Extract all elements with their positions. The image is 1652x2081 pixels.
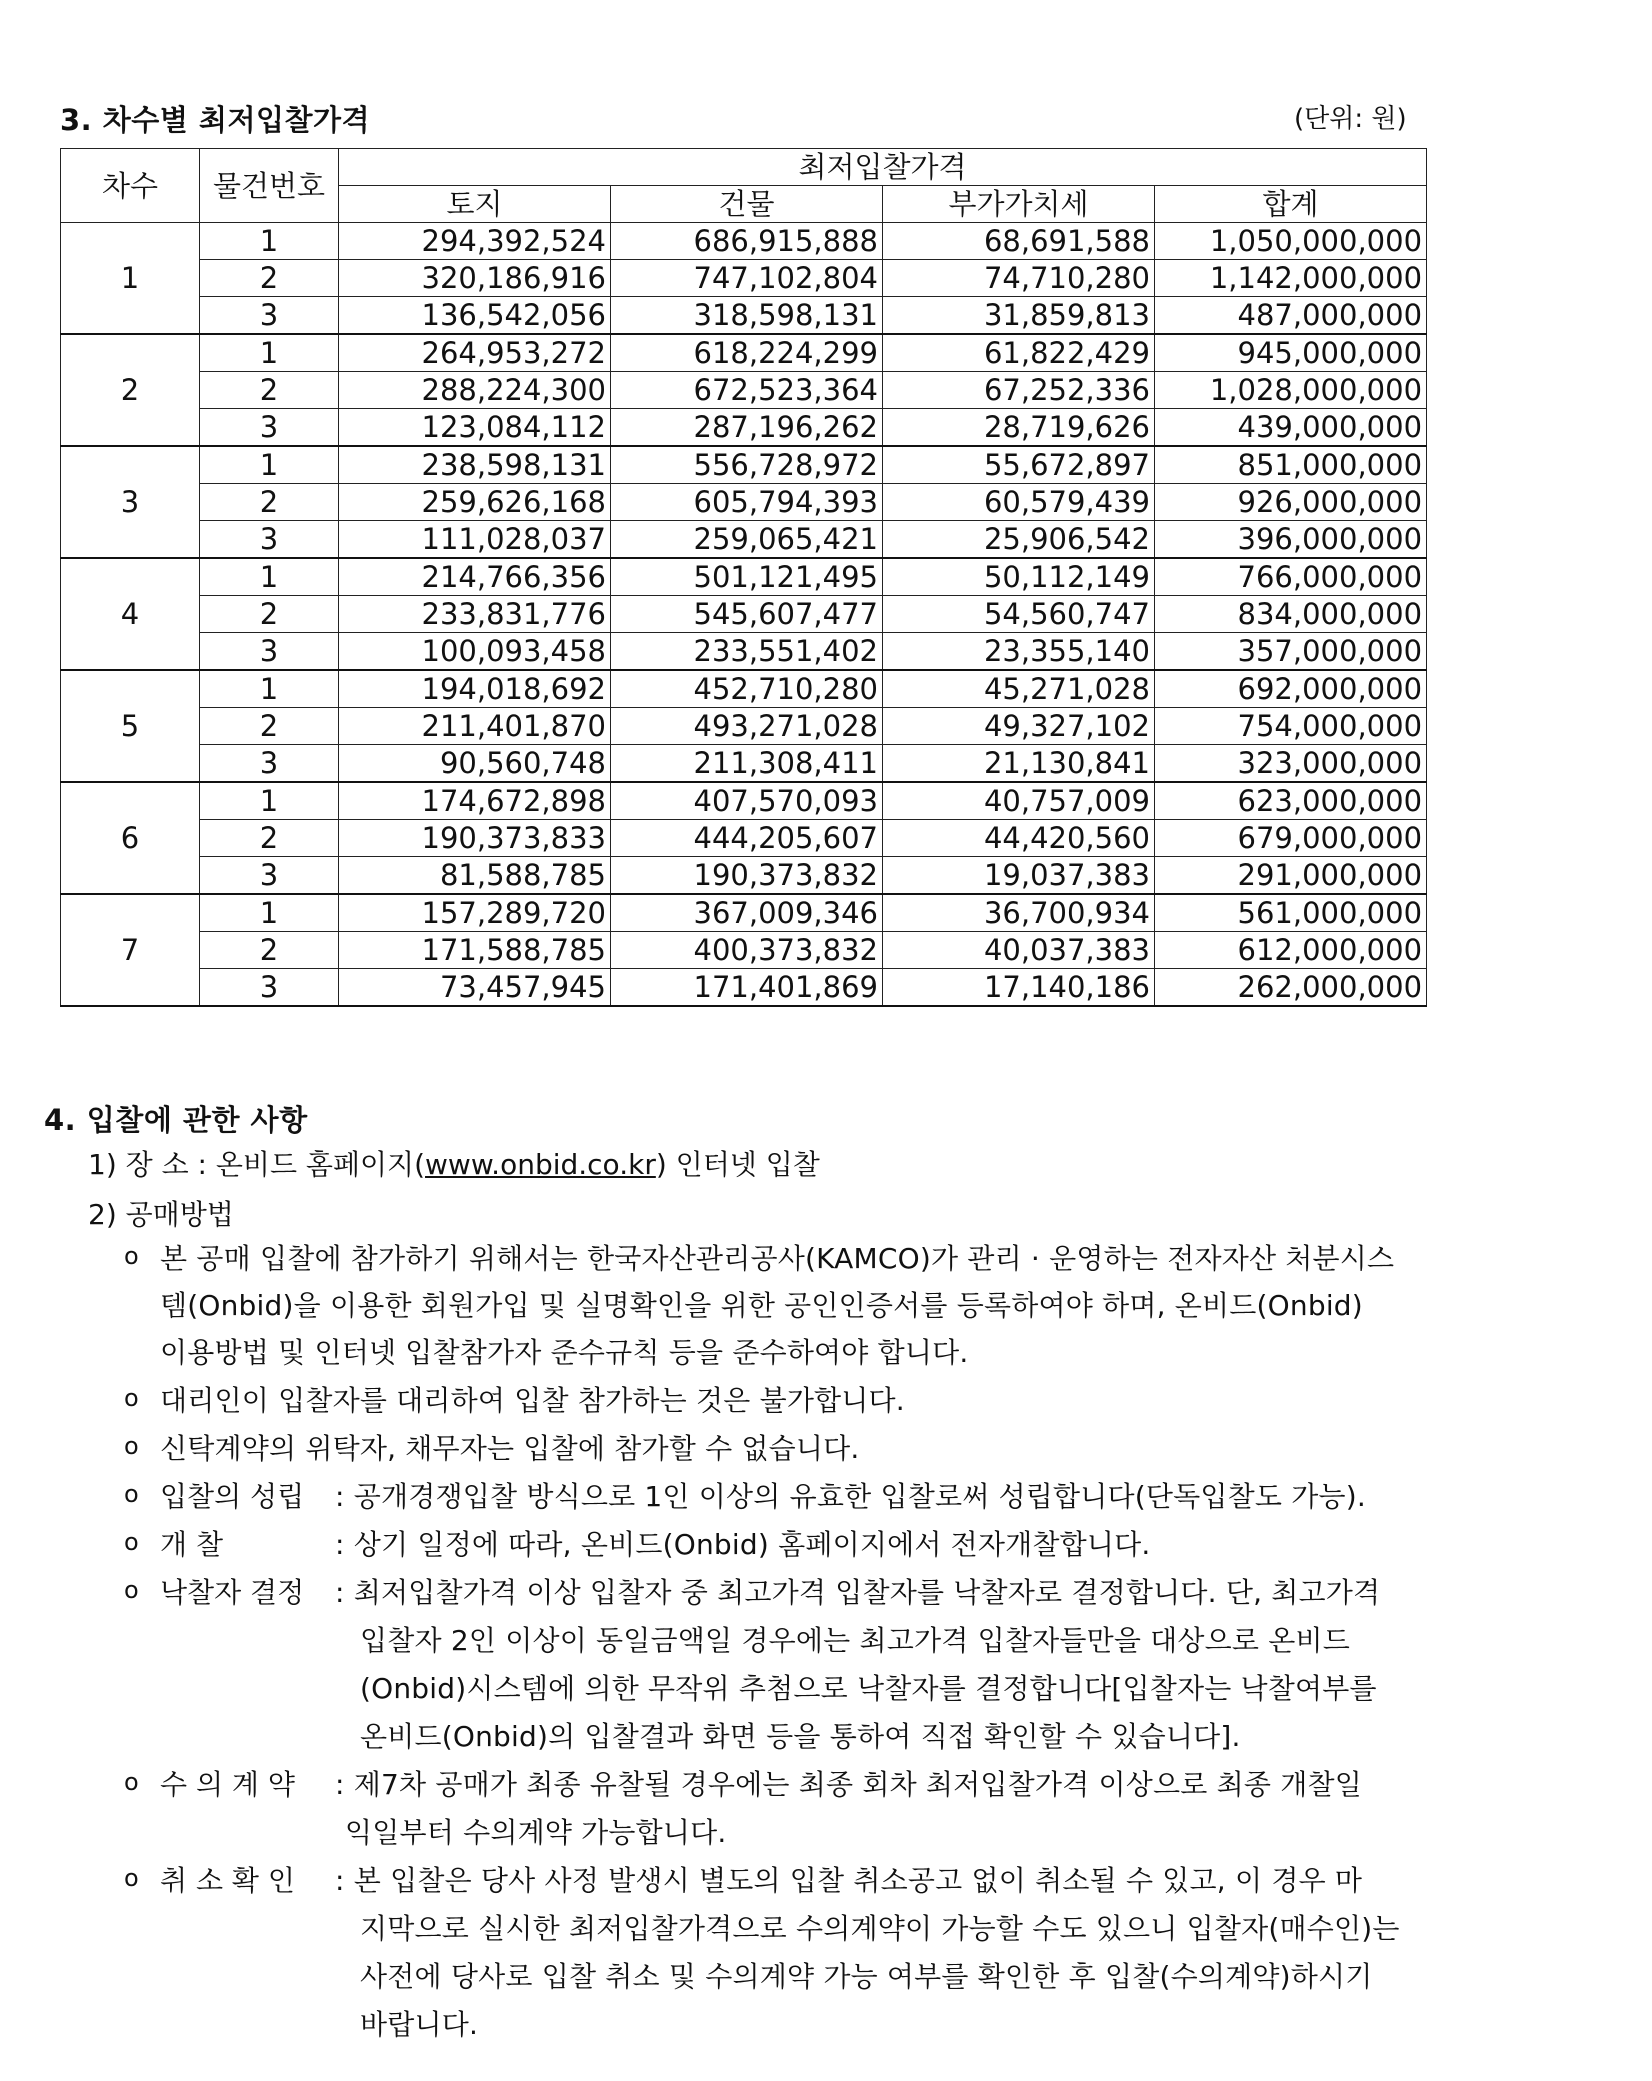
vat-cell: 67,252,336 <box>883 372 1155 409</box>
building-cell: 444,205,607 <box>611 820 883 857</box>
vat-cell: 36,700,934 <box>883 894 1155 932</box>
b8-line-4: 바랍니다. <box>360 2008 479 2041</box>
total-cell: 926,000,000 <box>1155 484 1427 521</box>
total-cell: 291,000,000 <box>1155 857 1427 895</box>
method-label: 2) 공매방법 <box>88 1198 234 1231</box>
b5-text: : 상기 일정에 따라, 온비드(Onbid) 홈페이지에서 전자개찰합니다. <box>335 1528 1151 1561</box>
land-cell: 190,373,833 <box>339 820 611 857</box>
table-row <box>61 484 1427 521</box>
total-cell: 766,000,000 <box>1155 558 1427 596</box>
building-cell: 233,551,402 <box>611 633 883 671</box>
b6-line-4: 온비드(Onbid)의 입찰결과 화면 등을 통하여 직접 확인할 수 있습니다]. <box>360 1720 1241 1753</box>
building-cell: 171,401,869 <box>611 969 883 1007</box>
table-row <box>61 782 1427 820</box>
b8-line-2: 지막으로 실시한 최저입찰가격으로 수의계약이 가능할 수도 있으니 입찰자(매수인)는 <box>360 1912 1400 1945</box>
land-cell: 73,457,945 <box>339 969 611 1007</box>
table-row <box>61 745 1427 783</box>
land-cell: 123,084,112 <box>339 409 611 447</box>
item-cell: 1 <box>200 558 339 596</box>
vat-cell: 45,271,028 <box>883 670 1155 708</box>
land-cell: 157,289,720 <box>339 894 611 932</box>
building-cell: 556,728,972 <box>611 446 883 484</box>
header-total: 합계 <box>1155 186 1427 223</box>
bullet-marker: o <box>124 1864 139 1892</box>
round-cell: 7 <box>61 894 200 1006</box>
vat-cell: 17,140,186 <box>883 969 1155 1007</box>
bullet-marker: o <box>124 1384 139 1412</box>
building-cell: 367,009,346 <box>611 894 883 932</box>
total-cell: 1,028,000,000 <box>1155 372 1427 409</box>
land-cell: 320,186,916 <box>339 260 611 297</box>
item-cell: 3 <box>200 745 339 783</box>
b1-line-3: 이용방법 및 인터넷 입찰참가자 준수규칙 등을 준수하여야 합니다. <box>160 1336 969 1369</box>
building-cell: 452,710,280 <box>611 670 883 708</box>
land-cell: 214,766,356 <box>339 558 611 596</box>
total-cell: 1,142,000,000 <box>1155 260 1427 297</box>
b7-line-1: : 제7차 공매가 최종 유찰될 경우에는 최종 회차 최저입찰가격 이상으로 최종 개찰일 <box>335 1768 1362 1801</box>
building-cell: 400,373,832 <box>611 932 883 969</box>
total-cell: 754,000,000 <box>1155 708 1427 745</box>
table-row <box>61 223 1427 260</box>
table-row <box>61 334 1427 372</box>
building-cell: 605,794,393 <box>611 484 883 521</box>
b6-line-2: 입찰자 2인 이상이 동일금액일 경우에는 최고가격 입찰자들만을 대상으로 온비드 <box>360 1624 1351 1657</box>
b5-label: 개 찰 <box>160 1528 223 1561</box>
vat-cell: 23,355,140 <box>883 633 1155 671</box>
item-cell: 2 <box>200 932 339 969</box>
vat-cell: 40,757,009 <box>883 782 1155 820</box>
round-cell: 1 <box>61 223 200 335</box>
building-cell: 318,598,131 <box>611 297 883 335</box>
vat-cell: 40,037,383 <box>883 932 1155 969</box>
bullet-marker: o <box>124 1242 139 1270</box>
total-cell: 1,050,000,000 <box>1155 223 1427 260</box>
land-cell: 81,588,785 <box>339 857 611 895</box>
item-cell: 1 <box>200 334 339 372</box>
table-row <box>61 260 1427 297</box>
table-row <box>61 708 1427 745</box>
header-item: 물건번호 <box>200 149 339 223</box>
section4-title: 4. 입찰에 관한 사항 <box>44 1103 308 1137</box>
building-cell: 259,065,421 <box>611 521 883 559</box>
land-cell: 171,588,785 <box>339 932 611 969</box>
vat-cell: 50,112,149 <box>883 558 1155 596</box>
header-round: 차수 <box>61 149 200 223</box>
land-cell: 211,401,870 <box>339 708 611 745</box>
building-cell: 501,121,495 <box>611 558 883 596</box>
vat-cell: 60,579,439 <box>883 484 1155 521</box>
land-cell: 100,093,458 <box>339 633 611 671</box>
building-cell: 407,570,093 <box>611 782 883 820</box>
table-row <box>61 820 1427 857</box>
table-row <box>61 633 1427 671</box>
unit-label: (단위: 원) <box>1294 104 1407 134</box>
b1-line-2: 템(Onbid)을 이용한 회원가입 및 실명확인을 위한 공인인증서를 등록하여야 하며, 온비드(Onbid) <box>160 1289 1363 1322</box>
total-cell: 679,000,000 <box>1155 820 1427 857</box>
item-cell: 1 <box>200 782 339 820</box>
vat-cell: 31,859,813 <box>883 297 1155 335</box>
bullet-marker: o <box>124 1528 139 1556</box>
item-cell: 3 <box>200 969 339 1007</box>
item-cell: 3 <box>200 633 339 671</box>
land-cell: 136,542,056 <box>339 297 611 335</box>
table-row <box>61 297 1427 335</box>
vat-cell: 28,719,626 <box>883 409 1155 447</box>
table-row <box>61 969 1427 1007</box>
building-cell: 287,196,262 <box>611 409 883 447</box>
total-cell: 396,000,000 <box>1155 521 1427 559</box>
item-cell: 2 <box>200 484 339 521</box>
bullet-marker: o <box>124 1768 139 1796</box>
vat-cell: 54,560,747 <box>883 596 1155 633</box>
place-line <box>88 1143 820 1183</box>
table-row <box>61 857 1427 895</box>
b6-line-1: : 최저입찰가격 이상 입찰자 중 최고가격 입찰자를 낙찰자로 결정합니다. 단, 최고가격 <box>335 1576 1381 1609</box>
building-cell: 618,224,299 <box>611 334 883 372</box>
round-cell: 6 <box>61 782 200 894</box>
item-cell: 3 <box>200 857 339 895</box>
total-cell: 692,000,000 <box>1155 670 1427 708</box>
total-cell: 561,000,000 <box>1155 894 1427 932</box>
building-cell: 493,271,028 <box>611 708 883 745</box>
building-cell: 672,523,364 <box>611 372 883 409</box>
place-suffix: ) 인터넷 입찰 <box>655 1148 820 1181</box>
total-cell: 945,000,000 <box>1155 334 1427 372</box>
total-cell: 439,000,000 <box>1155 409 1427 447</box>
round-cell: 4 <box>61 558 200 670</box>
land-cell: 264,953,272 <box>339 334 611 372</box>
table-row <box>61 670 1427 708</box>
vat-cell: 44,420,560 <box>883 820 1155 857</box>
land-cell: 288,224,300 <box>339 372 611 409</box>
item-cell: 2 <box>200 596 339 633</box>
item-cell: 2 <box>200 820 339 857</box>
land-cell: 259,626,168 <box>339 484 611 521</box>
bullet-marker: o <box>124 1432 139 1460</box>
total-cell: 323,000,000 <box>1155 745 1427 783</box>
land-cell: 174,672,898 <box>339 782 611 820</box>
building-cell: 686,915,888 <box>611 223 883 260</box>
vat-cell: 49,327,102 <box>883 708 1155 745</box>
header-building: 건물 <box>611 186 883 223</box>
table-row <box>61 894 1427 932</box>
building-cell: 211,308,411 <box>611 745 883 783</box>
land-cell: 111,028,037 <box>339 521 611 559</box>
vat-cell: 61,822,429 <box>883 334 1155 372</box>
total-cell: 612,000,000 <box>1155 932 1427 969</box>
vat-cell: 21,130,841 <box>883 745 1155 783</box>
vat-cell: 25,906,542 <box>883 521 1155 559</box>
land-cell: 90,560,748 <box>339 745 611 783</box>
total-cell: 487,000,000 <box>1155 297 1427 335</box>
item-cell: 2 <box>200 708 339 745</box>
total-cell: 851,000,000 <box>1155 446 1427 484</box>
round-cell: 2 <box>61 334 200 446</box>
total-cell: 262,000,000 <box>1155 969 1427 1007</box>
b1-line-1: 본 공매 입찰에 참가하기 위해서는 한국자산관리공사(KAMCO)가 관리 · 운영하는 전자자산 처분시스 <box>160 1242 1395 1275</box>
header-land: 토지 <box>339 186 611 223</box>
bullet-marker: o <box>124 1480 139 1508</box>
b3-text: 신탁계약의 위탁자, 채무자는 입찰에 참가할 수 없습니다. <box>160 1432 860 1465</box>
b7-label: 수 의 계 약 <box>160 1768 295 1801</box>
building-cell: 190,373,832 <box>611 857 883 895</box>
total-cell: 834,000,000 <box>1155 596 1427 633</box>
total-cell: 357,000,000 <box>1155 633 1427 671</box>
table-row <box>61 409 1427 447</box>
section3-title: 3. 차수별 최저입찰가격 <box>60 103 371 137</box>
vat-cell: 68,691,588 <box>883 223 1155 260</box>
total-cell: 623,000,000 <box>1155 782 1427 820</box>
table-row <box>61 372 1427 409</box>
table-row <box>61 446 1427 484</box>
land-cell: 194,018,692 <box>339 670 611 708</box>
b2-text: 대리인이 입찰자를 대리하여 입찰 참가하는 것은 불가합니다. <box>160 1384 905 1417</box>
item-cell: 1 <box>200 894 339 932</box>
item-cell: 3 <box>200 409 339 447</box>
item-cell: 1 <box>200 223 339 260</box>
b7-line-2: 익일부터 수의계약 가능합니다. <box>345 1816 727 1849</box>
onbid-link[interactable]: www.onbid.co.kr <box>425 1148 656 1181</box>
b4-label: 입찰의 성립 <box>160 1480 305 1513</box>
land-cell: 233,831,776 <box>339 596 611 633</box>
table-row <box>61 932 1427 969</box>
item-cell: 1 <box>200 446 339 484</box>
building-cell: 545,607,477 <box>611 596 883 633</box>
item-cell: 2 <box>200 372 339 409</box>
b6-line-3: (Onbid)시스템에 의한 무작위 추첨으로 낙찰자를 결정합니다[입찰자는 낙찰여부를 <box>360 1672 1377 1705</box>
table-row <box>61 558 1427 596</box>
b8-line-1: : 본 입찰은 당사 사정 발생시 별도의 입찰 취소공고 없이 취소될 수 있고, 이 경우 마 <box>335 1864 1363 1897</box>
land-cell: 238,598,131 <box>339 446 611 484</box>
header-min-price: 최저입찰가격 <box>339 149 1427 186</box>
table-row <box>61 596 1427 633</box>
round-cell: 3 <box>61 446 200 558</box>
land-cell: 294,392,524 <box>339 223 611 260</box>
vat-cell: 19,037,383 <box>883 857 1155 895</box>
b8-line-3: 사전에 당사로 입찰 취소 및 수의계약 가능 여부를 확인한 후 입찰(수의계약)하시기 <box>360 1960 1373 1993</box>
vat-cell: 55,672,897 <box>883 446 1155 484</box>
price-table <box>60 148 1427 1007</box>
table-row <box>61 521 1427 559</box>
item-cell: 1 <box>200 670 339 708</box>
building-cell: 747,102,804 <box>611 260 883 297</box>
item-cell: 2 <box>200 260 339 297</box>
place-label: 1) 장 소 : 온비드 홈페이지( <box>88 1148 426 1181</box>
header-vat: 부가가치세 <box>883 186 1155 223</box>
b6-label: 낙찰자 결정 <box>160 1576 305 1609</box>
bullet-marker: o <box>124 1576 139 1604</box>
item-cell: 3 <box>200 297 339 335</box>
round-cell: 5 <box>61 670 200 782</box>
vat-cell: 74,710,280 <box>883 260 1155 297</box>
b8-label: 취 소 확 인 <box>160 1864 295 1897</box>
b4-text: : 공개경쟁입찰 방식으로 1인 이상의 유효한 입찰로써 성립합니다(단독입찰도 가능). <box>335 1480 1366 1513</box>
item-cell: 3 <box>200 521 339 559</box>
